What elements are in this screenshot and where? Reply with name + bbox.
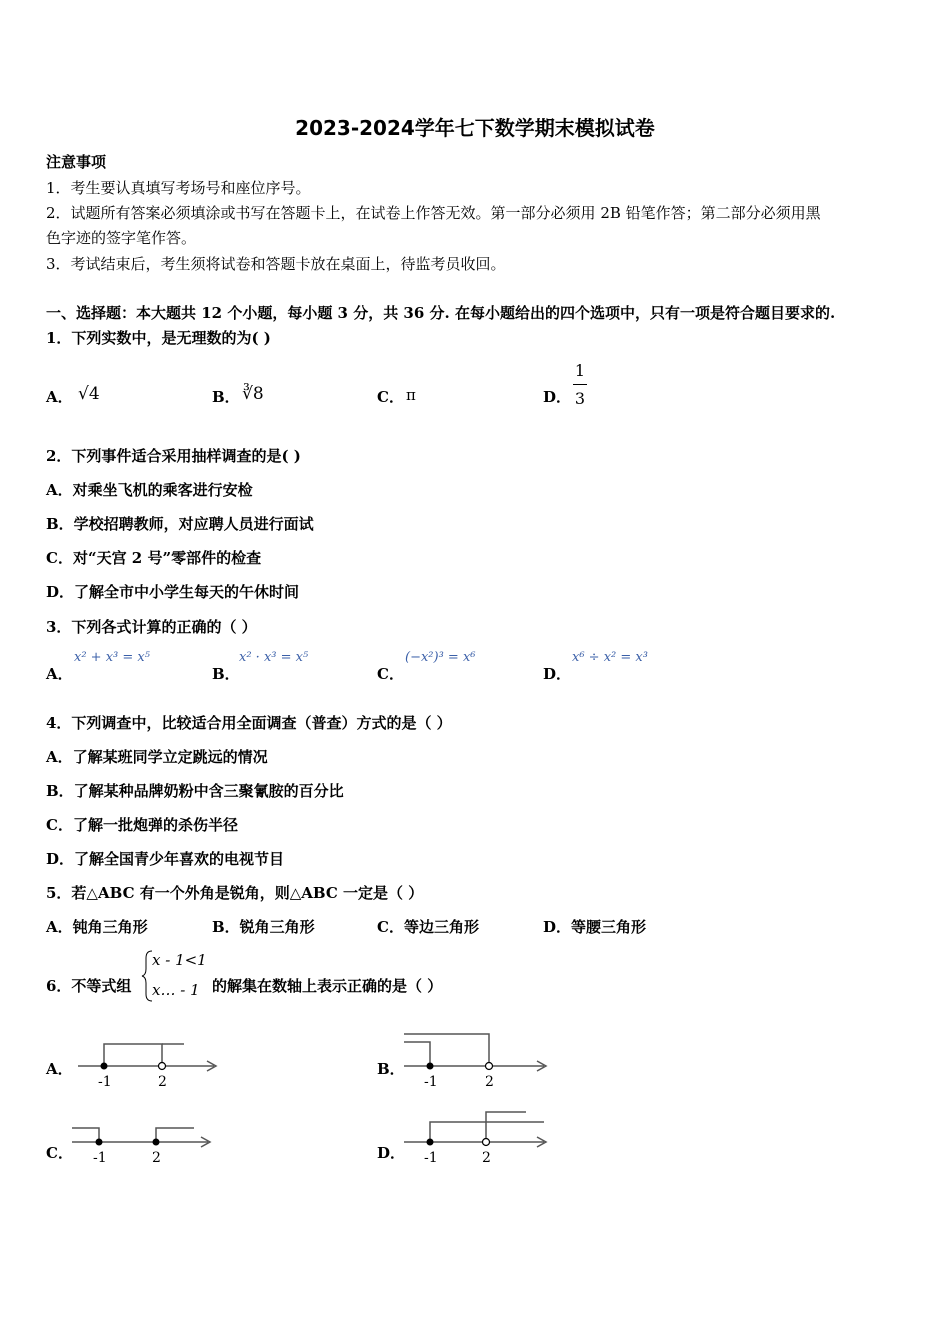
closed-point-left — [427, 1139, 434, 1146]
q2-option-b: B．学校招聘教师，对应聘人员进行面试 — [46, 515, 314, 533]
q3-option-b-label: B． — [212, 665, 240, 683]
left-ray — [404, 1042, 430, 1066]
q5-option-b: B．锐角三角形 — [212, 918, 315, 936]
notice-heading: 注意事项 — [46, 153, 107, 171]
q1-option-d-fraction — [573, 361, 587, 408]
q6-number-line-d — [404, 1108, 554, 1170]
q3-option-a-formula: x² + x³ = x⁵ — [74, 650, 150, 665]
q6-option-c-label: C． — [46, 1144, 73, 1162]
q6-number-line-a — [78, 1028, 228, 1090]
q2-option-a: A．对乘坐飞机的乘客进行安检 — [46, 481, 253, 499]
q6-prefix: 6．不等式组 — [46, 977, 132, 995]
tick-label-right: 2 — [152, 1150, 161, 1166]
q3-stem: 3．下列各式计算的正确的（ ） — [46, 618, 257, 636]
right-ray — [486, 1112, 526, 1142]
q3-option-c-label: C． — [377, 665, 404, 683]
q6-inequality-1: x - 1<1 — [152, 951, 207, 969]
q1-option-d-label: D． — [543, 388, 572, 406]
q4-option-d: D．了解全国青少年喜欢的电视节目 — [46, 850, 285, 868]
tick-label-left: -1 — [424, 1150, 438, 1166]
q6-option-a-label: A． — [46, 1060, 73, 1078]
closed-point-left — [101, 1063, 108, 1070]
left-ray — [72, 1128, 99, 1142]
q1-stem: 1．下列实数中，是无理数的为( ) — [46, 329, 271, 347]
q6-number-line-c — [72, 1116, 222, 1170]
notice-item-1: 1．考生要认真填写考场号和座位序号。 — [46, 179, 311, 197]
open-point-right — [483, 1139, 490, 1146]
q6-option-b-label: B． — [377, 1060, 405, 1078]
q6-number-line-b — [404, 1028, 554, 1090]
closed-point-left — [427, 1063, 434, 1070]
open-point-right — [159, 1063, 166, 1070]
fraction-denominator: 3 — [574, 389, 586, 408]
tick-label-left: -1 — [98, 1074, 112, 1090]
notice-item-3: 3．考试结束后，考生须将试卷和答题卡放在桌面上，待监考员收回。 — [46, 255, 506, 273]
q5-option-a: A．钝角三角形 — [46, 918, 148, 936]
q5-option-c: C．等边三角形 — [377, 918, 479, 936]
q1-option-a-label: A． — [46, 388, 73, 406]
closed-point-left — [96, 1139, 103, 1146]
q4-option-a: A．了解某班同学立定跳远的情况 — [46, 748, 268, 766]
fraction-numerator: 1 — [574, 361, 586, 380]
q1-option-b-content: ∛8 — [242, 384, 264, 404]
right-ray — [156, 1128, 194, 1142]
q5-option-d: D．等腰三角形 — [543, 918, 647, 936]
q1-option-c-content: π — [406, 386, 416, 404]
q4-stem: 4．下列调查中，比较适合用全面调查（普查）方式的是（ ） — [46, 714, 452, 732]
q6-suffix: 的解集在数轴上表示正确的是（ ） — [212, 977, 443, 995]
section-heading: 一、选择题：本大题共 12 个小题，每小题 3 分，共 36 分. 在每小题给出的四个选项中，只有一项是符合题目要求的. — [46, 304, 836, 322]
q3-option-d-formula: x⁶ ÷ x² = x³ — [572, 650, 648, 665]
q5-stem: 5．若△ABC 有一个外角是锐角，则△ABC 一定是（ ） — [46, 884, 424, 902]
q4-option-b: B．了解某种品牌奶粉中含三聚氰胺的百分比 — [46, 782, 344, 800]
tick-label-left: -1 — [424, 1074, 438, 1090]
right-ray — [404, 1034, 489, 1066]
tick-label-right: 2 — [482, 1150, 491, 1166]
q3-option-a-label: A． — [46, 665, 73, 683]
page-title: 2023-2024学年七下数学期末模拟试卷 — [295, 116, 655, 140]
q3-option-c-formula: (−x²)³ = x⁶ — [405, 650, 476, 665]
q1-option-a-content: √4 — [78, 384, 100, 404]
q3-option-b-formula: x² · x³ = x⁵ — [239, 650, 309, 665]
tick-label-right: 2 — [485, 1074, 494, 1090]
q3-option-d-label: D． — [543, 665, 572, 683]
solution-bracket — [104, 1044, 162, 1066]
closed-point-right — [153, 1139, 160, 1146]
q1-option-c-label: C． — [377, 388, 404, 406]
q6-inequality-2: x… - 1 — [152, 981, 200, 999]
q6-option-d-label: D． — [377, 1144, 406, 1162]
q4-option-c: C．了解一批炮弹的杀伤半径 — [46, 816, 238, 834]
q2-option-c: C．对“天宫 2 号”零部件的检查 — [46, 549, 262, 567]
q1-option-b-label: B． — [212, 388, 240, 406]
tick-label-left: -1 — [93, 1150, 107, 1166]
notice-item-2-continued: 色字迹的签字笔作答。 — [46, 229, 197, 247]
fraction-bar — [573, 384, 587, 385]
tick-label-right: 2 — [158, 1074, 167, 1090]
notice-item-2: 2．试题所有答案必须填涂或书写在答题卡上，在试卷上作答无效。第一部分必须用 2B 铅笔作答；第二部分必须用黑 — [46, 204, 821, 222]
q2-option-d: D．了解全市中小学生每天的午休时间 — [46, 583, 300, 601]
q2-stem: 2．下列事件适合采用抽样调查的是( ) — [46, 447, 301, 465]
open-point-right — [486, 1063, 493, 1070]
